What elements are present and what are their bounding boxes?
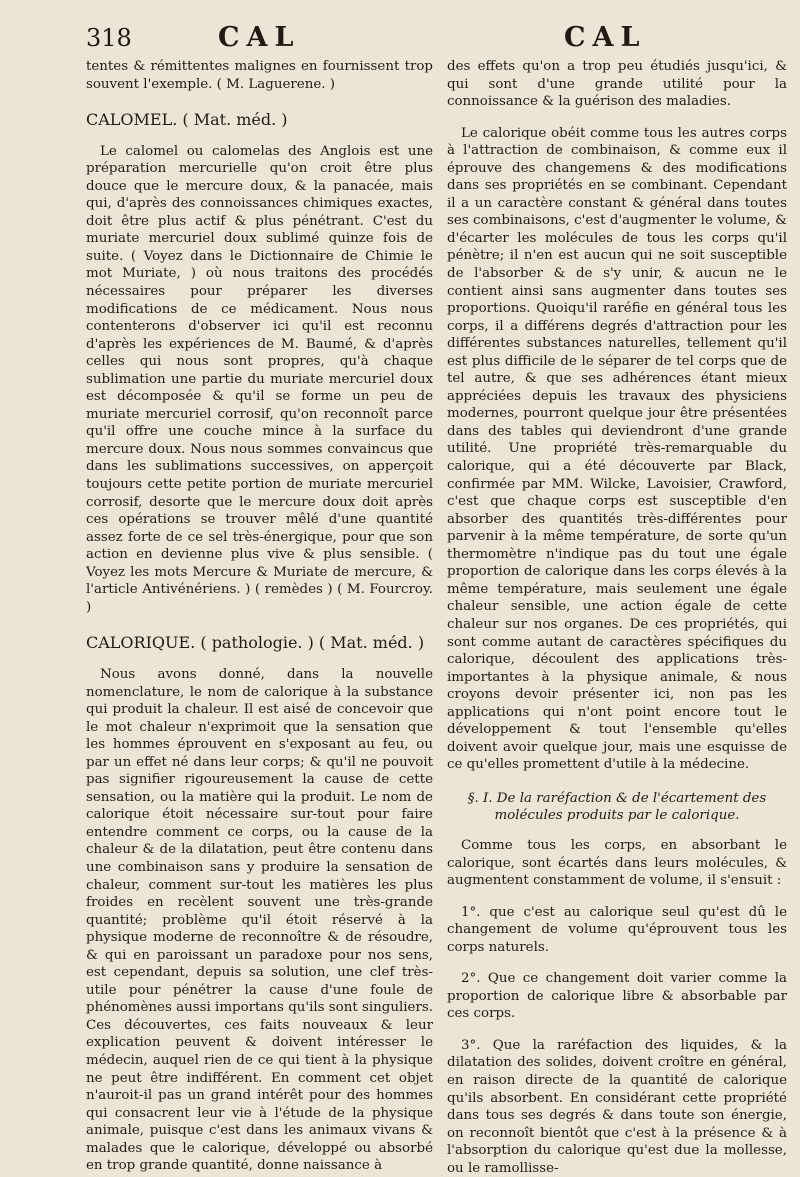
continued-text-right: des effets qu'on a trop peu étudiés jusqu'ici, & qui sont d'une grande utilité pour la connoissance & la guérison des maladies.: [447, 59, 787, 110]
calomel-article: Le calomel ou calomelas des Anglois est une préparation mercurielle qu'on croit être plus douce que le mercure doux, & la panacée, mais qui, d'après des connoissances chimiques exactes, doit être plus actif & plus pénétrant. C'est du muriate mercuriel doux sublimé quinze fois de suite. ( Voyez dans le Dictionnaire de Chimie le mot Muriate, ) où nous traitons des procédés nécessaires pour préparer les diverses modifications de ce médicament. Nous nous contenterons d'observer ici qu'il est reconnu d'après les expériences de M. Baumé, & d'après celles qui nous sont propres, qu'à chaque sublimation une partie du muriate mercuriel doux est décomposée & qu'il se forme un peu de muriate mercuriel corrosif, qu'on reconnoît parce qu'il offre une couche mince à la surface du mercure doux. Nous nous sommes convaincus que dans les sublimations successives, on apperçoit toujours cette petite portion de muriate mercuriel corrosif, desorte que le mercure doux doit après ces opérations se trouver mêlé d'une quantité assez forte de ce sel très-énergique, pour que son action en devienne plus vive & plus sensible. ( Voyez les mots Mercure & Muriate de mercure, & l'article Antivénériens. ) ( remèdes ) ( M. Fourcroy. ): [86, 143, 433, 615]
right-column: [447, 58, 787, 1177]
list-item-1: 1°. que c'est au calorique seul qu'est dû le changement de volume qu'éprouvent tous les corps naturels.: [447, 904, 787, 955]
section-heading: §. I. De la raréfaction & de l'écartement des molécules produits par le calorique.: [467, 790, 767, 824]
list-item-2: 2°. Que ce changement doit varier comme la proportion de calorique libre & absorbable par ces corps.: [447, 971, 787, 1022]
section-intro: Comme tous les corps, en absorbant le calorique, sont écartés dans leurs molécules, & augmentent constamment de volume, il s'ensuit :: [447, 837, 787, 889]
left-column: [86, 58, 433, 1175]
running-head-right: CAL: [564, 22, 647, 53]
calorique-paragraph: Le calorique obéit comme tous les autres corps à l'attraction de combinaison, & comme eux il éprouve des changemens & des modifications dans ses propriétés en se combinant. Cependant il a un caractère constant & général dans toutes ses combinaisons, c'est d'augmenter le volume, & d'écarter les molécules de tous les corps qu'il pénètre; il n'en est aucun qui ne soit susceptible de l'absorber & de s'y unir, & aucun ne le contient ainsi sans augmenter dans toutes ses proportions. Quoiqu'il raréfie en général tous les corps, il a différens degrés d'attraction pour les différentes substances naturelles, tellement qu'il est plus difficile de le séparer de tel corps que de tel autre, & que ses adhérences étant mieux appréciées depuis les travaux des physiciens modernes, pourront quelque jour être présentées dans des tables qui deviendront d'une grande utilité. Une propriété très-remarquable du calorique, qui a été découverte par Black, confirmée par MM. Wilcke, Lavoisier, Crawford, c'est que chaque corps est susceptible d'en absorber des quantités très-différentes pour parvenir à la même température, de sorte qu'un thermomètre n'indique pas du tout une égale proportion de calorique dans les corps élevés à la même température, mais seulement une égale chaleur sensible, une action égale de cette chaleur sur nos organes. De ces propriétés, qui sont comme autant de caractères spécifiques du calorique, découlent des applications très-importantes à la physique animale, & nous croyons devoir présenter ici, non pas les applications qui n'ont point encore tout le développement & tout l'ensemble qu'elles doivent avoir quelque jour, mais une esquisse de ce qu'elles promettent d'utile à la médecine.: [447, 125, 787, 773]
running-head-left: CAL: [218, 22, 301, 53]
page-number: 318: [86, 24, 132, 52]
entry-heading-calorique: CALORIQUE. ( pathologie. ) ( Mat. méd. ): [86, 633, 425, 653]
list-item-3: 3°. Que la raréfaction des liquides, & la dilatation des solides, doivent croître en général, en raison directe de la quantité de calorique qu'ils absorbent. En considérant cette propriété dans tous ses degrés & dans toute son énergie, on reconnoît bientôt que c'est à la présence & à l'absorption du calorique qu'est due la mollesse, ou le ramollisse-: [447, 1037, 787, 1176]
entry-heading-calomel: CALOMEL. ( Mat. méd. ): [86, 110, 288, 130]
calorique-article: Nous avons donné, dans la nouvelle nomenclature, le nom de calorique à la substance qui produit la chaleur. Il est aisé de concevoir que le mot chaleur n'exprimoit que la sensation que les hommes éprouvent en s'exposant au feu, ou par un effet né dans leur corps; & qu'il ne pouvoit pas signifier rigoureusement la cause de cette sensation, ou la matière qui la produit. Le nom de calorique étoit nécessaire sur-tout pour faire entendre comment ce corps, ou la cause de la chaleur & de la dilatation, peut être contenu dans une combinaison sans y produire la sensation de chaleur, comment sur-tout les matières les plus froides en recèlent souvent une très-grande quantité; problème qu'il étoit réservé à la physique moderne de reconnoître & de résoudre, & qui en paroissant un paradoxe pour nos sens, est cependant, depuis sa solution, une clef très-utile pour pénétrer la cause d'une foule de phénomènes aussi importans qu'ils sont singuliers. Ces découvertes, ces faits nouveaux & leur explication peuvent & doivent intéresser le médecin, auquel rien de ce qui tient à la physique ne peut être indifférent. En comment cet objet n'auroit-il pas un grand intérêt pour des hommes qui consacrent leur vie à l'étude de la physique animale, puisque c'est dans les animaux vivans & malades que le calorique, développé ou absorbé en trop grande quantité, donne naissance à: [86, 666, 433, 1174]
continued-text: tentes & rémittentes malignes en fournissent trop souvent l'exemple. ( M. Laguerene. ): [86, 59, 433, 92]
page-header: [0, 22, 800, 58]
